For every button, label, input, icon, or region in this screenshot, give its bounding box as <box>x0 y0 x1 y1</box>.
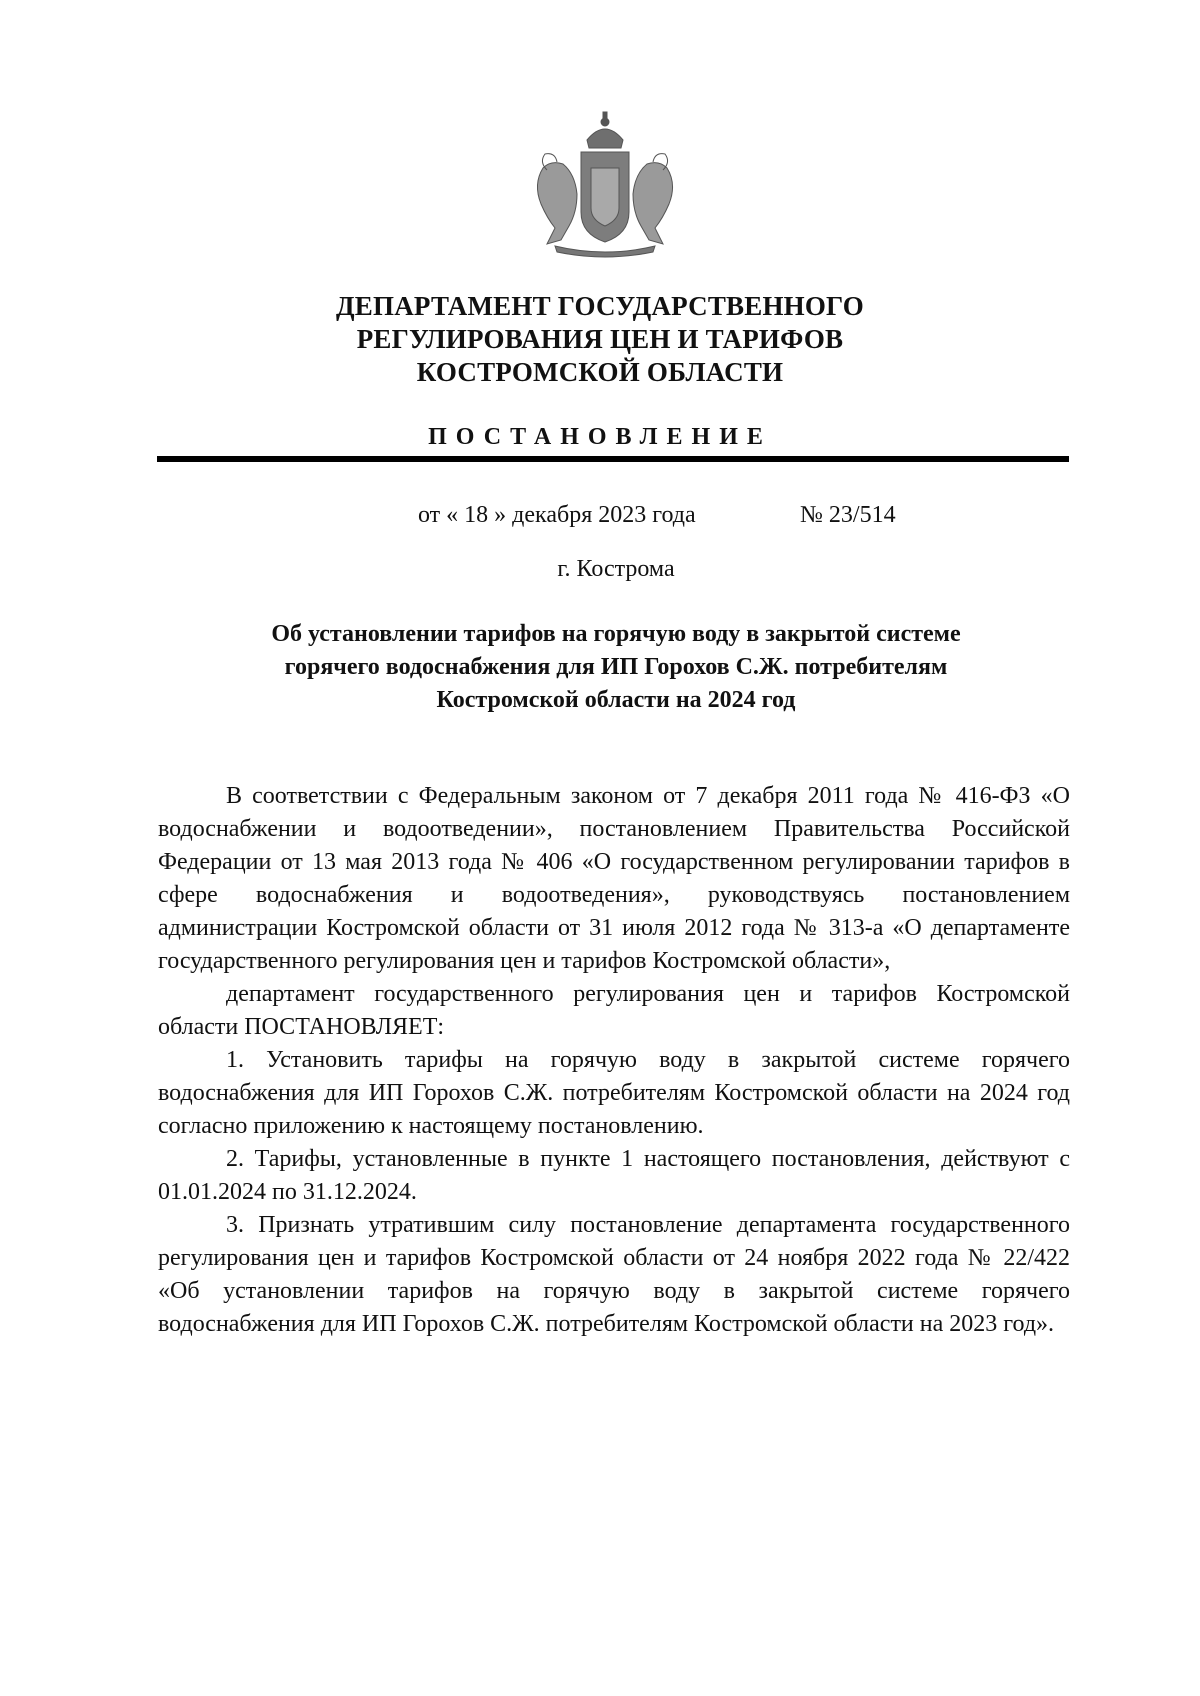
clause-1-paragraph: 1. Установить тарифы на горячую воду в закрытой системе горячего водоснабжения для ИП Горохов С.Ж. потребителям Костромской области на 2024 год согласно приложению к настоящему постановлению. <box>158 1047 1070 1139</box>
clause-2-paragraph: 2. Тарифы, установленные в пункте 1 настоящего постановления, действуют с 01.01.2024 по 31.12.2024. <box>158 1146 1070 1205</box>
preamble-paragraph: В соответствии с Федеральным законом от 7 декабря 2011 года № 416-ФЗ «О водоснабжении и водоотведении», постановлением Правительства Российской Федерации от 13 мая 2013 года № 406 «О государственном регулировании тарифов в сфере водоснабжения и водоотведения», руководствуясь постановлением администрации Костромской области от 31 июля 2012 года № 313-а «О департаменте государственного регулирования цен и тарифов Костромской области», <box>158 783 1070 974</box>
department-name <box>0 290 1200 389</box>
document-type: ПОСТАНОВЛЕНИЕ <box>428 424 772 450</box>
coat-of-arms-emblem <box>525 108 685 260</box>
subject-line: Костромской области на 2024 год <box>436 687 796 713</box>
header-divider <box>157 456 1069 462</box>
department-name-line: РЕГУЛИРОВАНИЯ ЦЕН И ТАРИФОВ <box>356 324 844 354</box>
subject-line: горячего водоснабжения для ИП Горохов С.Ж. потребителям <box>284 654 948 680</box>
subject-line: Об установлении тарифов на горячую воду в закрытой системе <box>271 621 961 647</box>
document-body <box>158 780 1070 1341</box>
department-name-line: ДЕПАРТАМЕНТ ГОСУДАРСТВЕННОГО <box>336 291 864 321</box>
document-number: № 23/514 <box>800 502 896 528</box>
resolution-paragraph: департамент государственного регулирования цен и тарифов Костромской области ПОСТАНОВЛЯЕТ: <box>158 981 1070 1040</box>
document-city: г. Кострома <box>557 556 675 582</box>
document-subject <box>0 618 1200 717</box>
document-date: от « 18 » декабря 2023 года <box>418 502 696 528</box>
department-name-line: КОСТРОМСКОЙ ОБЛАСТИ <box>416 357 784 387</box>
clause-3-paragraph: 3. Признать утратившим силу постановление департамента государственного регулирования цен и тарифов Костромской области от 24 ноября 2022 года № 22/422 «Об установлении тарифов на горячую воду в закрытой системе горячего водоснабжения для ИП Горохов С.Ж. потребителям Костромской области на 2023 год». <box>158 1212 1070 1337</box>
